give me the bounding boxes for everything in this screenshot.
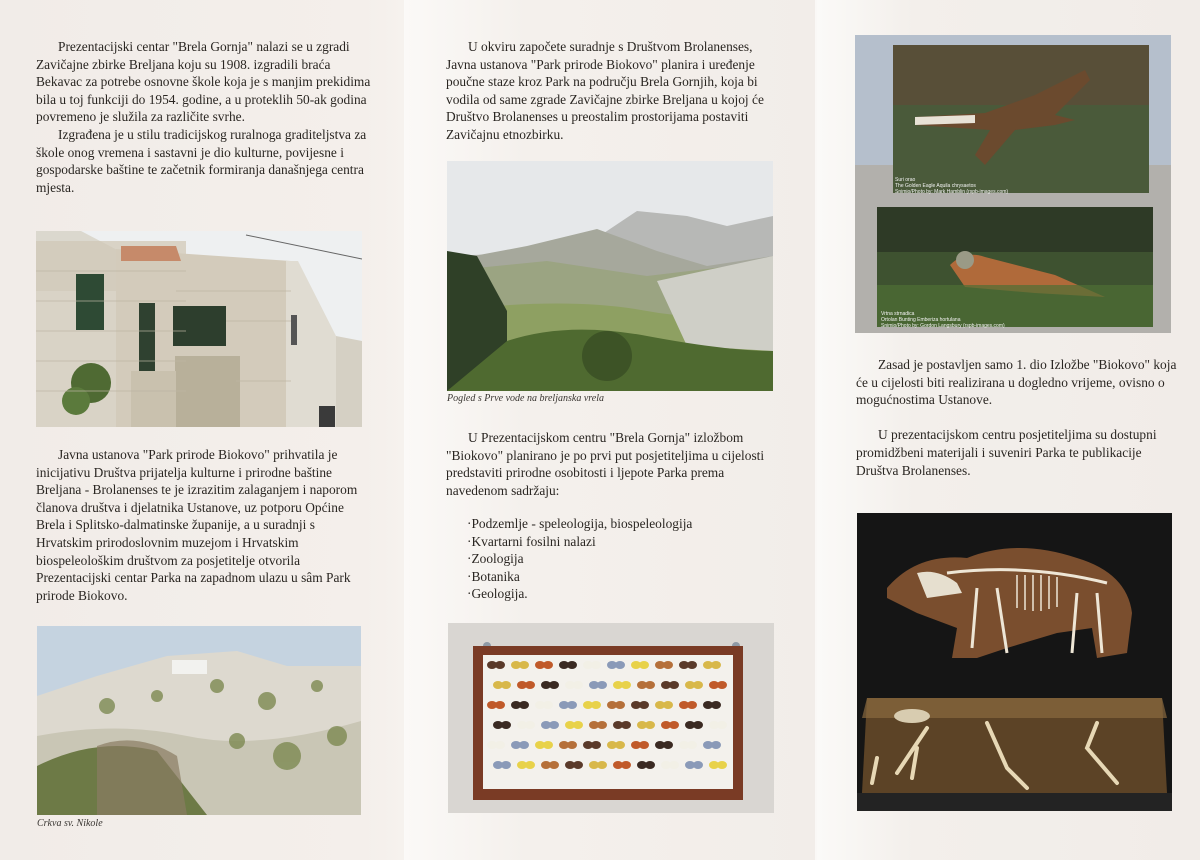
poster-caption-line: Ortolan Bunting Emberiza hortulana — [881, 317, 961, 323]
list-item: · Podzemlje - speleologija, biospeleologija — [467, 515, 692, 533]
paragraph: Zasad je postavljen samo 1. dio Izložbe "Biokovo" koja će u cijelosti biti realizirana u dogledno vrijeme, ovisno o mogućnostima Ustanove. — [856, 357, 1177, 408]
paragraph: U prezentacijskom centru posjetiteljima su dostupni promidžbeni materijali i suveniri Parka te publikacije Društva Brolanenses. — [856, 427, 1157, 478]
photo-school-building — [36, 231, 362, 427]
photo-caption: Crkva sv. Nikole — [37, 818, 103, 829]
exhibition-text — [446, 429, 784, 499]
list-item: · Botanika — [467, 568, 692, 586]
photo-bird-posters — [855, 35, 1171, 333]
brochure-panel-middle — [405, 0, 817, 860]
paragraph: Javna ustanova "Park prirode Biokovo" prihvatila je inicijativu Društva prijatelja kulturne i prirodne baštine Breljana - Brolanenses te je izrazitim zalaganjem i naporom članova društva i djelatnika Ustanove, uz potporu Općine Brela i Splitsko-dalmatinske županije, a u suradnji s Hrvatskim prirodoslovnim muzejom i Hrvatskim biospeleološkim društvom za posjetitelje otvorila Prezentacijski centar Parka na zapadnom ulazu u sâm Park prirode Biokovo. — [36, 447, 358, 603]
list-item: · Kvartarni fosilni nalazi — [467, 533, 692, 551]
photo-butterfly-collection — [448, 623, 774, 813]
brochure-panel-right — [817, 0, 1200, 860]
photo-mountain-valley — [447, 161, 773, 391]
poster-caption-line: Snimio/Photo by: Mark Hamblin (rspb-images.com) — [895, 189, 1009, 195]
trail-text — [446, 38, 782, 144]
paragraph: U okviru započete suradnje s Društvom Brolanenses, Javna ustanova "Park prirode Biokovo" planira i uređenje poučne staze kroz Park na području Brela Gornjih, koja bi vodila od same zgrade Zavičajne zbirke Breljana u kojoj će Društvo Brolanenses u preostalim prostorijama postaviti Zavičajnu etnozbirku. — [446, 39, 764, 142]
photo-cave-bear-exhibit — [857, 513, 1172, 811]
poster-caption-bunting — [881, 311, 1005, 329]
poster-caption-eagle — [895, 177, 1008, 195]
paragraph: U Prezentacijskom centru "Brela Gornja" izložbom "Biokovo" planirano je po prvi put posjetiteljima u cijelosti predstaviti prirodne osobitosti i ljepote Parka prema navedenom sadržaju: — [446, 430, 765, 498]
intro-text — [36, 38, 372, 196]
status-text — [856, 356, 1186, 479]
photo-hillside-church — [37, 626, 361, 815]
poster-caption-line: Suri orao — [895, 177, 916, 183]
poster-caption-line: Vrtna strnadica — [881, 311, 915, 317]
exhibition-topics-list — [467, 515, 692, 603]
paragraph: Prezentacijski centar "Brela Gornja" nalazi se u zgradi Zavičajne zbirke Breljana koju su 1908. izgradili braća Bekavac za potrebe osnovne škole koja je s manjim prekidima bila u toj funkciji do 1954. godine, a u proteklih 50-ak godina povremeno je služila za različite svrhe. — [36, 39, 371, 125]
brochure-panel-left — [0, 0, 405, 860]
list-item: · Geologija. — [467, 585, 692, 603]
park-text — [36, 446, 374, 604]
photo-caption: Pogled s Prve vode na breljanska vrela — [447, 393, 604, 404]
list-item: · Zoologija — [467, 550, 692, 568]
poster-caption-line: The Golden Eagle Aquila chrysaetos — [895, 183, 976, 189]
paragraph: Izgrađena je u stilu tradicijskog ruralnoga graditeljstva za škole onog vremena i sastavni je dio kulturne, povijesne i gospodarske baštine te začetnik formiranja današnjega centra mjesta. — [36, 126, 367, 195]
poster-caption-line: Snimio/Photo by: Gordon Langsbury (rspb-images.com) — [881, 323, 1005, 329]
